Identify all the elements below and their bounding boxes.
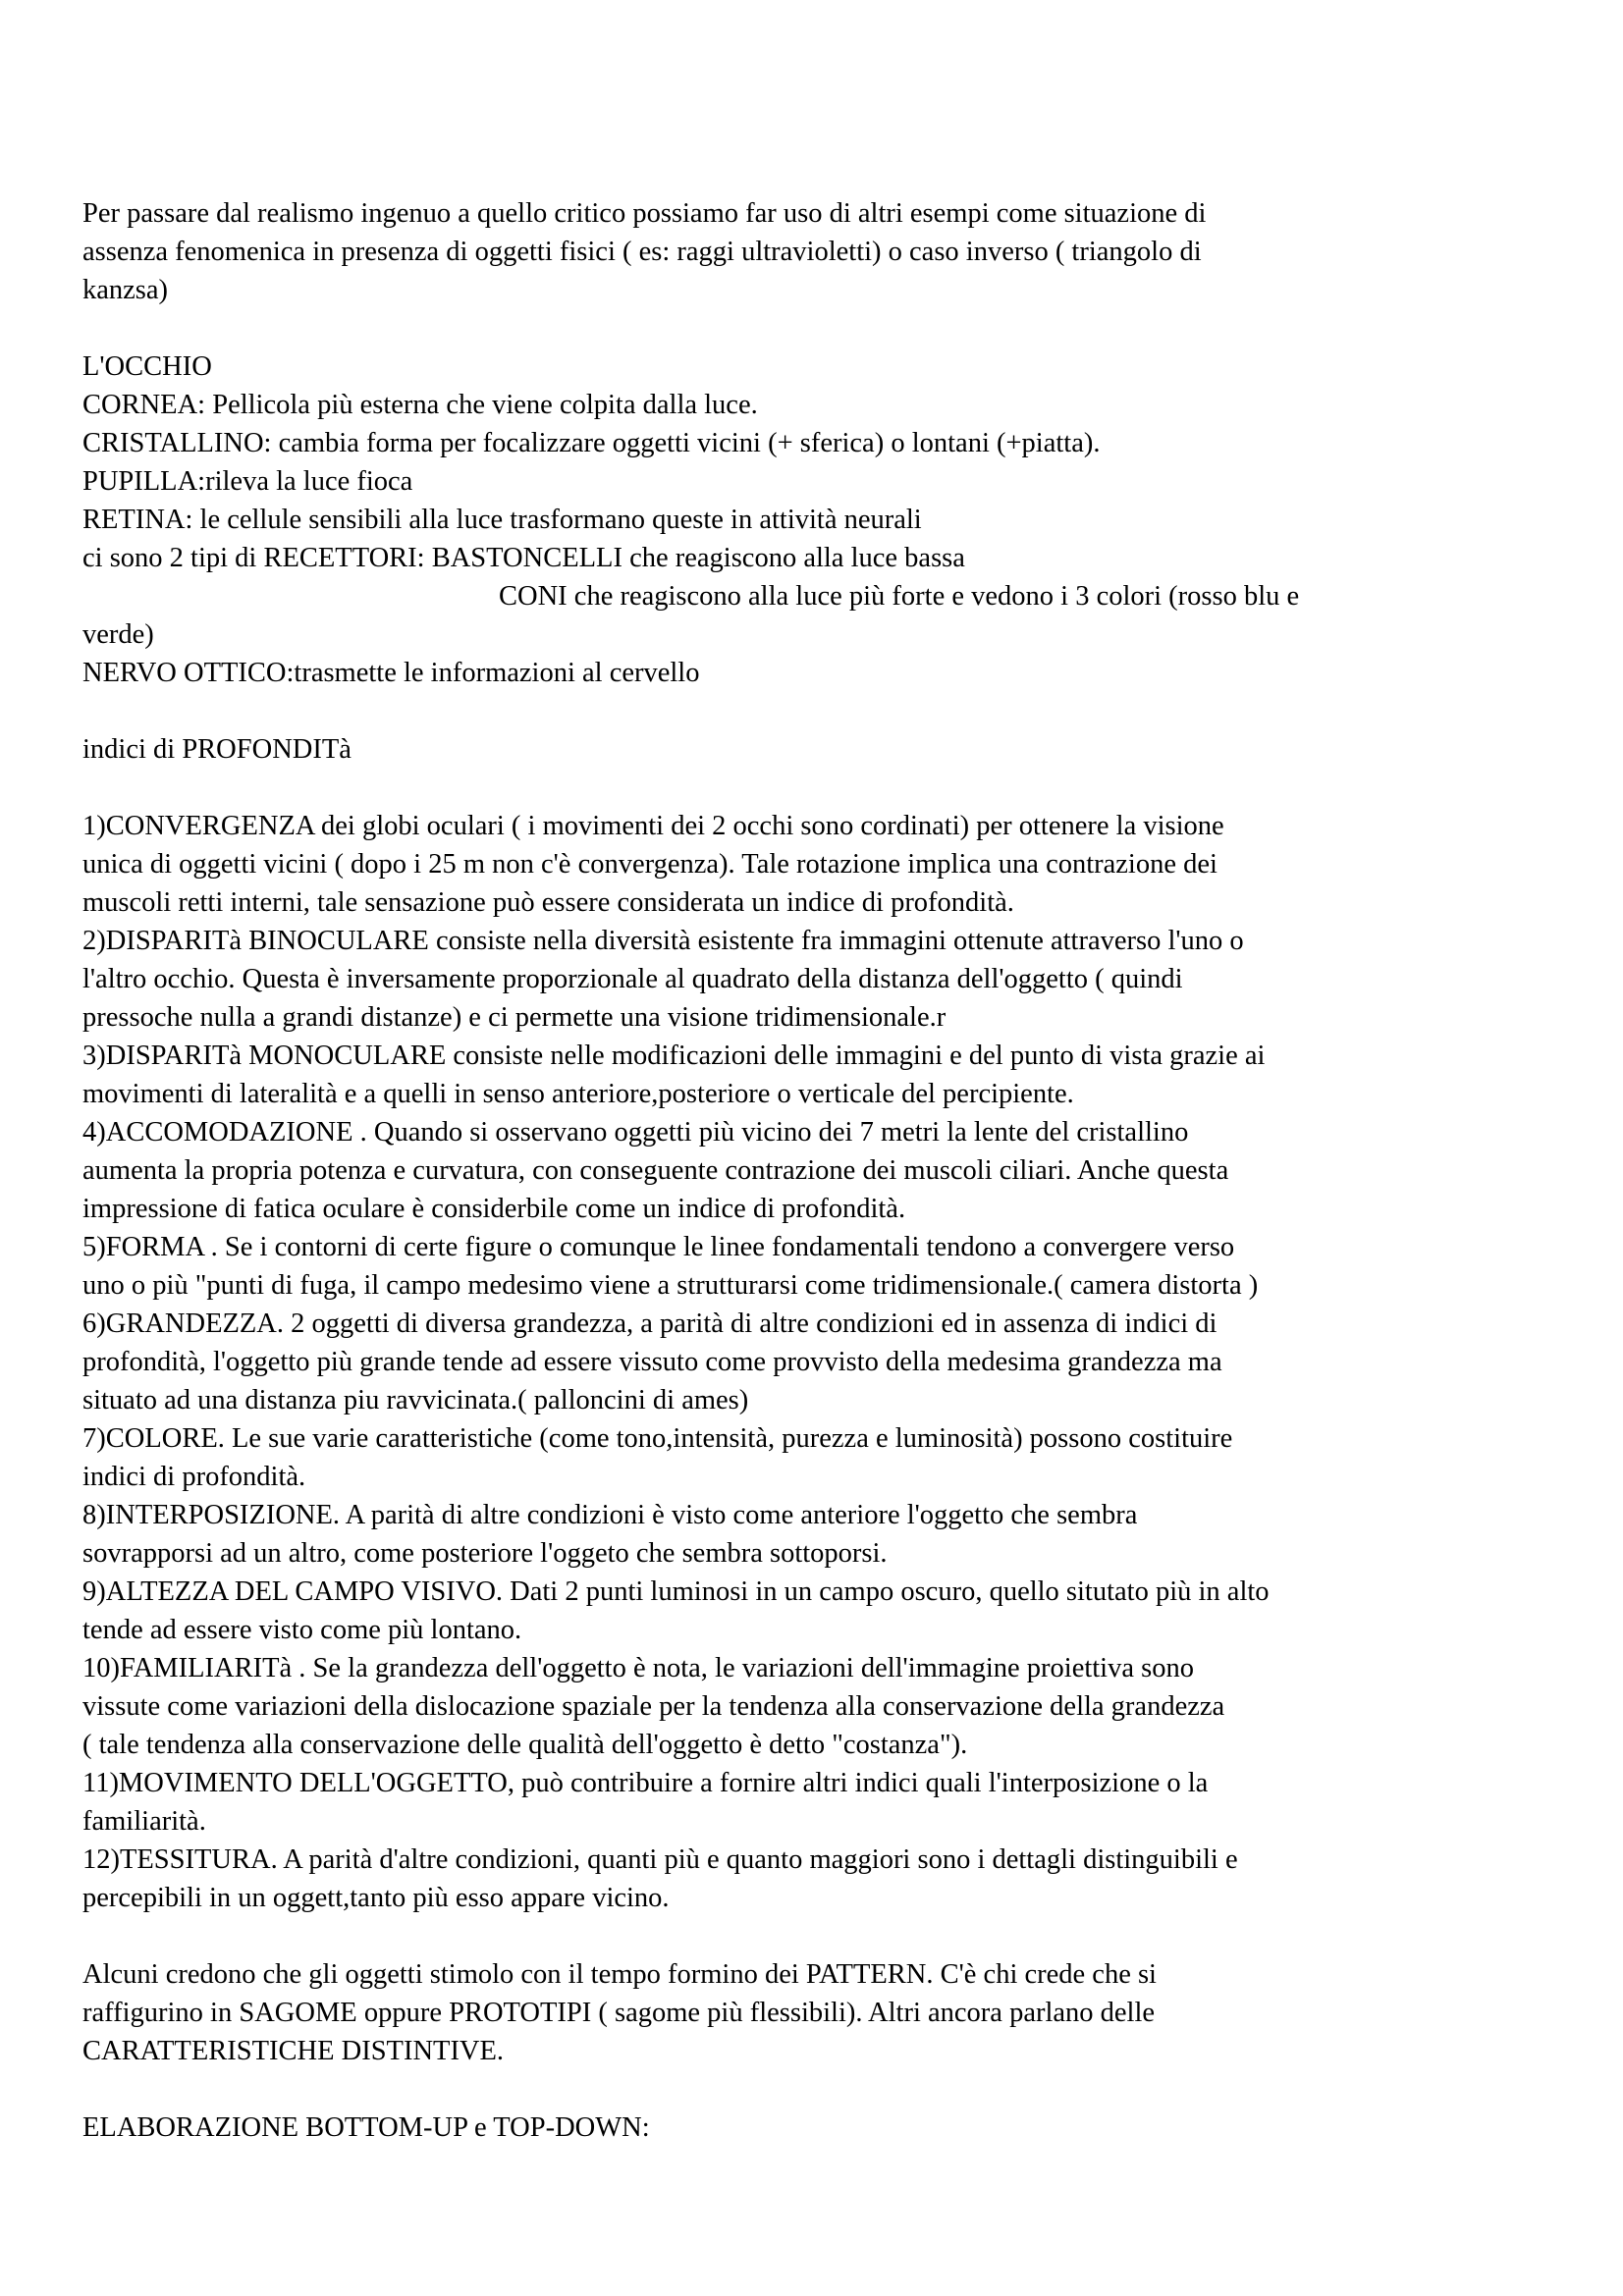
blank-line [82,769,1496,807]
depth-line: tende ad essere visto come più lontano. [82,1615,522,1645]
depth-line: 5)FORMA . Se i contorni di certe figure o comunque le linee fondamentali tendono a convergere verso [82,1232,1235,1262]
depth-line: aumenta la propria potenza e curvatura, con conseguente contrazione dei muscoli ciliari. Anche questa [82,1155,1229,1186]
blank-line [82,692,1496,730]
depth-line: impressione di fatica oculare è considerbile come un indice di profondità. [82,1194,906,1224]
eye-line-cornea: CORNEA: Pellicola più esterna che viene colpita dalla luce. [82,390,758,420]
eye-line-nervo: NERVO OTTICO:trasmette le informazioni al cervello [82,658,700,688]
depth-line: percepibili in un oggett,tanto più esso appare vicino. [82,1883,670,1913]
eye-line-pupilla: PUPILLA:rileva la luce fioca [82,466,413,497]
depth-line: 9)ALTEZZA DEL CAMPO VISIVO. Dati 2 punti luminosi in un campo oscuro, quello situtato più in alto [82,1576,1270,1607]
depth-line: indici di profondità. [82,1462,306,1492]
intro-line: Per passare dal realismo ingenuo a quello critico possiamo far uso di altri esempi come situazione di [82,198,1207,229]
depth-line: pressoche nulla a grandi distanze) e ci permette una visione tridimensionale.r [82,1002,947,1033]
eye-heading: L'OCCHIO [82,351,212,382]
pattern-line: Alcuni credono che gli oggetti stimolo con il tempo formino dei PATTERN. C'è chi crede che si [82,1959,1157,1990]
depth-line: 6)GRANDEZZA. 2 oggetti di diversa grandezza, a parità di altre condizioni ed in assenza di indici di [82,1308,1217,1339]
depth-heading: indici di PROFONDITà [82,734,352,765]
pattern-line: raffigurino in SAGOME oppure PROTOTIPI ( sagome più flessibili). Altri ancora parlano delle [82,1998,1156,2028]
depth-line: 7)COLORE. Le sue varie caratteristiche (come tono,intensità, purezza e luminosità) possono costituire [82,1423,1233,1454]
depth-line: movimenti di lateralità e a quelli in senso anteriore,posteriore o verticale del percipiente. [82,1079,1074,1109]
depth-line: sovrapporsi ad un altro, come posteriore l'oggeto che sembra sottoporsi. [82,1538,888,1569]
depth-line: vissute come variazioni della dislocazione spaziale per la tendenza alla conservazione della grandezza [82,1691,1225,1722]
eye-line-coni: CONI che reagiscono alla luce più forte e vedono i 3 colori (rosso blu e [499,581,1300,612]
blank-line [82,309,1496,347]
depth-line: situato ad una distanza piu ravvicinata.( palloncini di ames) [82,1385,749,1415]
depth-line: muscoli retti interni, tale sensazione può essere considerata un indice di profondità. [82,887,1014,918]
elaboration-heading: ELABORAZIONE BOTTOM-UP e TOP-DOWN: [82,2112,650,2143]
depth-line: 12)TESSITURA. A parità d'altre condizioni, quanti più e quanto maggiori sono i dettagli distinguibili e [82,1844,1238,1875]
depth-line: 8)INTERPOSIZIONE. A parità di altre condizioni è visto come anteriore l'oggetto che sembra [82,1500,1138,1530]
depth-line: profondità, l'oggetto più grande tende ad essere vissuto come provvisto della medesima grandezza ma [82,1347,1222,1377]
eye-line-coni-cont: verde) [82,619,154,650]
depth-line: 4)ACCOMODAZIONE . Quando si osservano oggetti più vicino dei 7 metri la lente del cristallino [82,1117,1189,1148]
depth-line: familiarità. [82,1806,206,1837]
depth-line: l'altro occhio. Questa è inversamente proporzionale al quadrato della distanza dell'oggetto ( quindi [82,964,1183,994]
depth-line: ( tale tendenza alla conservazione delle qualità dell'oggetto è detto "costanza"). [82,1730,968,1760]
depth-line: 10)FAMILIARITà . Se la grandezza dell'oggetto è nota, le variazioni dell'immagine proiettiva sono [82,1653,1194,1683]
eye-line-retina: RETINA: le cellule sensibili alla luce trasformano queste in attività neurali [82,505,922,535]
document-body [82,194,1496,2147]
depth-line: unica di oggetti vicini ( dopo i 25 m non c'è convergenza). Tale rotazione implica una contrazione dei [82,849,1217,880]
blank-line [82,2070,1496,2109]
eye-line-recettori: ci sono 2 tipi di RECETTORI: BASTONCELLI che reagiscono alla luce bassa [82,543,965,573]
pattern-line: CARATTERISTICHE DISTINTIVE. [82,2036,505,2066]
intro-line: kanzsa) [82,275,169,305]
intro-line: assenza fenomenica in presenza di oggetti fisici ( es: raggi ultravioletti) o caso inverso ( triangolo di [82,237,1202,267]
depth-line: 11)MOVIMENTO DELL'OGGETTO, può contribuire a fornire altri indici quali l'interposizione o la [82,1768,1209,1798]
depth-line: 3)DISPARITà MONOCULARE consiste nelle modificazioni delle immagini e del punto di vista grazie ai [82,1041,1266,1071]
blank-line [82,1917,1496,1955]
depth-line: 1)CONVERGENZA dei globi oculari ( i movimenti dei 2 occhi sono cordinati) per ottenere la visione [82,811,1224,841]
depth-line: uno o più "punti di fuga, il campo medesimo viene a strutturarsi come tridimensionale.( camera distorta ) [82,1270,1259,1301]
depth-line: 2)DISPARITà BINOCULARE consiste nella diversità esistente fra immagini ottenute attraverso l'uno o [82,926,1244,956]
eye-line-cristallino: CRISTALLINO: cambia forma per focalizzare oggetti vicini (+ sferica) o lontani (+piatta). [82,428,1101,458]
